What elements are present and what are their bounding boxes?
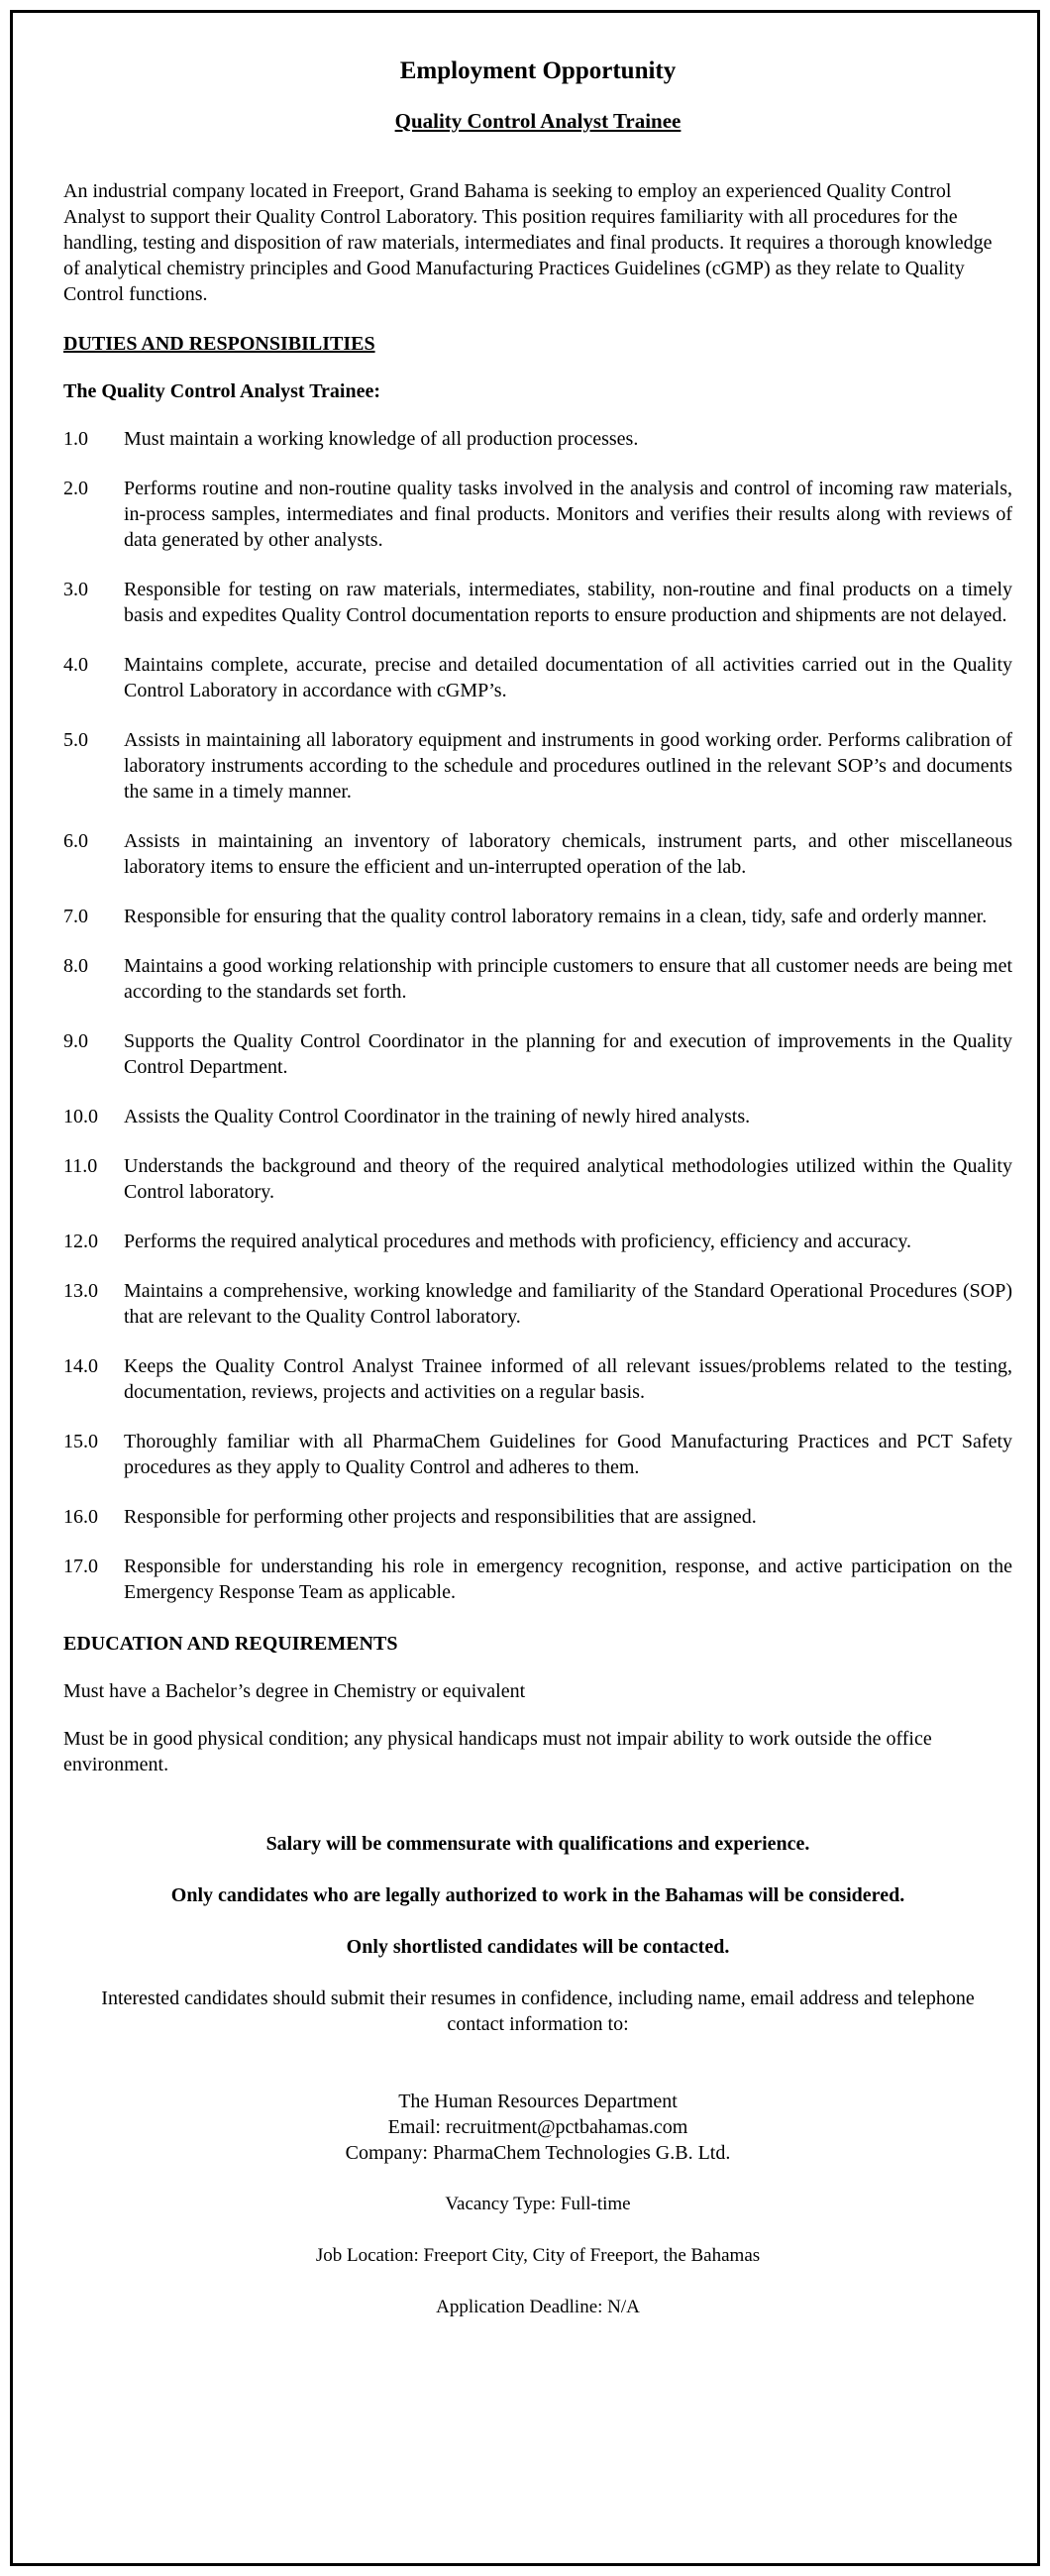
duty-text: Responsible for performing other projects and responsibilities that are assigned. <box>124 1506 757 1528</box>
duty-item <box>63 953 1012 1005</box>
duty-item <box>63 426 1012 452</box>
duty-number: 8.0 <box>63 955 88 977</box>
duty-item <box>63 904 1012 929</box>
duty-item <box>63 577 1012 628</box>
duty-number: 4.0 <box>63 654 88 676</box>
hr-department: The Human Resources Department <box>398 2091 678 2112</box>
duty-text: Responsible for testing on raw materials, intermediates, stability, non-routine and final products on a timely basis and expedites Quality Control documentation reports to ensure production and shipments are not delayed. <box>124 579 1012 626</box>
duty-number: 11.0 <box>63 1155 98 1177</box>
duty-number: 6.0 <box>63 830 88 852</box>
duty-number: 1.0 <box>63 428 88 450</box>
duty-number: 12.0 <box>63 1231 98 1252</box>
duty-item <box>63 1504 1012 1530</box>
duty-item <box>63 1229 1012 1254</box>
document-body <box>63 55 1012 2320</box>
application-deadline: Application Deadline: N/A <box>436 2297 640 2317</box>
duty-item <box>63 1353 1012 1405</box>
duty-number: 17.0 <box>63 1556 98 1577</box>
position-title: Quality Control Analyst Trainee <box>394 109 682 133</box>
duty-text: Assists in maintaining all laboratory equipment and instruments in good working order. Performs calibration of laboratory instruments according to the schedule and procedures outlined in the relevant SOP’s and documents the same in a timely manner. <box>124 729 1012 803</box>
duty-text: Performs routine and non-routine quality tasks involved in the analysis and control of incoming raw materials, in-process samples, intermediates and final products. Monitors and verifies their results along with reviews of data generated by other analysts. <box>124 478 1012 551</box>
duty-item <box>63 476 1012 553</box>
duty-text: Responsible for ensuring that the quality control laboratory remains in a clean, tidy, safe and orderly manner. <box>124 906 988 927</box>
duty-number: 15.0 <box>63 1431 98 1452</box>
application-instructions: Interested candidates should submit their resumes in confidence, including name, email address and telephone contact information to: <box>101 1987 975 2035</box>
duty-number: 5.0 <box>63 729 88 751</box>
duties-subheading: The Quality Control Analyst Trainee: <box>63 380 381 402</box>
shortlist-notice: Only shortlisted candidates will be contacted. <box>346 1936 730 1958</box>
duty-text: Understands the background and theory of the required analytical methodologies utilized within the Quality Control laboratory. <box>124 1155 1012 1203</box>
duty-text: Maintains complete, accurate, precise and detailed documentation of all activities carried out in the Quality Control Laboratory in accordance with cGMP’s. <box>124 654 1012 701</box>
education-requirement: Must have a Bachelor’s degree in Chemistry or equivalent <box>63 1680 526 1702</box>
contact-block <box>63 2089 1012 2166</box>
duty-number: 3.0 <box>63 579 88 600</box>
physical-requirement: Must be in good physical condition; any physical handicaps must not impair ability to work outside the office environment. <box>63 1728 932 1775</box>
duty-number: 2.0 <box>63 478 88 499</box>
contact-email: Email: recruitment@pctbahamas.com <box>387 2116 688 2138</box>
duty-text: Maintains a comprehensive, working knowledge and familiarity of the Standard Operational Procedures (SOP) that are relevant to the Quality Control laboratory. <box>124 1280 1012 1328</box>
duty-number: 10.0 <box>63 1106 98 1127</box>
duty-item <box>63 1153 1012 1205</box>
duty-text: Performs the required analytical procedures and methods with proficiency, efficiency and accuracy. <box>124 1231 912 1252</box>
duty-text: Supports the Quality Control Coordinator in the planning for and execution of improvements in the Quality Control Department. <box>124 1030 1012 1078</box>
duty-number: 13.0 <box>63 1280 98 1302</box>
duty-item <box>63 1429 1012 1480</box>
duty-text: Maintains a good working relationship with principle customers to ensure that all customer needs are being met according to the standards set forth. <box>124 955 1012 1003</box>
duties-heading: DUTIES AND RESPONSIBILITIES <box>63 333 375 355</box>
company-name: Company: PharmaChem Technologies G.B. Ltd. <box>345 2142 731 2164</box>
authorization-notice: Only candidates who are legally authorized to work in the Bahamas will be considered. <box>170 1884 905 1906</box>
duty-number: 16.0 <box>63 1506 98 1528</box>
duty-number: 14.0 <box>63 1355 98 1377</box>
page-title: Employment Opportunity <box>399 57 677 84</box>
duty-text: Thoroughly familiar with all PharmaChem Guidelines for Good Manufacturing Practices and PCT Safety procedures as they apply to Quality Control and adheres to them. <box>124 1431 1012 1478</box>
duty-text: Assists the Quality Control Coordinator in the training of newly hired analysts. <box>124 1106 751 1127</box>
intro-paragraph: An industrial company located in Freeport, Grand Bahama is seeking to employ an experienced Quality Control Analyst to support their Quality Control Laboratory. This position requires familiarity with all procedures for the handling, testing and disposition of raw materials, intermediates and final products. It requires a thorough knowledge of analytical chemistry principles and Good Manufacturing Practices Guidelines (cGMP) as they relate to Quality Control functions. <box>63 180 993 305</box>
duties-list <box>63 426 1012 1605</box>
duty-item <box>63 1104 1012 1129</box>
duty-item <box>63 1554 1012 1605</box>
duty-item <box>63 828 1012 880</box>
vacancy-type: Vacancy Type: Full-time <box>445 2194 631 2214</box>
duty-text: Assists in maintaining an inventory of laboratory chemicals, instrument parts, and other miscellaneous laboratory items to ensure the efficient and un-interrupted operation of the lab. <box>124 830 1012 878</box>
education-heading: EDUCATION AND REQUIREMENTS <box>63 1633 398 1655</box>
duty-text: Keeps the Quality Control Analyst Trainee informed of all relevant issues/problems related to the testing, documentation, reviews, projects and activities on a regular basis. <box>124 1355 1012 1403</box>
duty-item <box>63 652 1012 703</box>
duty-text: Must maintain a working knowledge of all production processes. <box>124 428 639 450</box>
duty-item <box>63 727 1012 805</box>
duty-text: Responsible for understanding his role in emergency recognition, response, and active participation on the Emergency Response Team as applicable. <box>124 1556 1012 1603</box>
duty-item <box>63 1028 1012 1080</box>
job-location: Job Location: Freeport City, City of Freeport, the Bahamas <box>315 2245 761 2266</box>
duty-item <box>63 1278 1012 1330</box>
salary-notice: Salary will be commensurate with qualifications and experience. <box>265 1833 810 1855</box>
duty-number: 7.0 <box>63 906 88 927</box>
duty-number: 9.0 <box>63 1030 88 1052</box>
